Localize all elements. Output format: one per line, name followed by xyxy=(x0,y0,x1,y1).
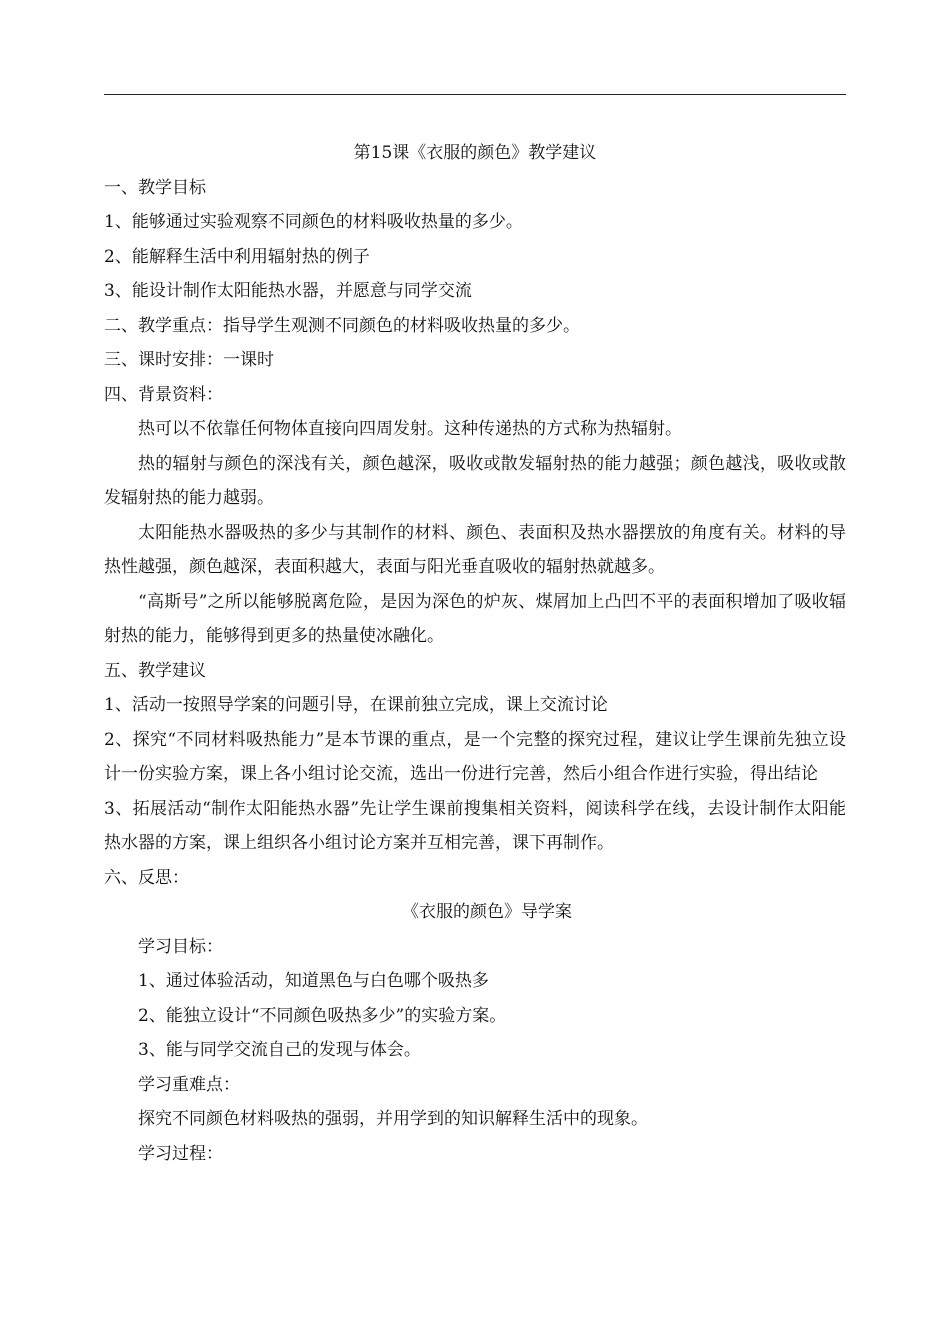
objective-item: 3、能设计制作太阳能热水器，并愿意与同学交流 xyxy=(104,281,472,301)
background-paragraph: 热的辐射与颜色的深浅有关，颜色越深，吸收或散发辐射热的能力越强；颜色越浅，吸收或散发辐射热的能力越弱。 xyxy=(104,453,846,508)
background-paragraph: 热可以不依靠任何物体直接向四周发射。这种传递热的方式称为热辐射。 xyxy=(138,419,682,439)
section-heading-objectives: 一、教学目标 xyxy=(104,177,206,198)
guide-objective-item: 2、能独立设计“不同颜色吸热多少”的实验方案。 xyxy=(138,1005,507,1026)
section-reflection: 六、反思： xyxy=(104,867,189,888)
document-title: 第15课《衣服的颜色》教学建议 xyxy=(353,143,597,163)
background-paragraph: “高斯号”之所以能够脱离危险，是因为深色的炉灰、煤屑加上凸凹不平的表面积增加了吸收辐射热的能力，能够得到更多的热量使冰融化。 xyxy=(104,591,846,646)
section-key-points: 二、教学重点：指导学生观测不同颜色的材料吸收热量的多少。 xyxy=(104,315,580,336)
suggestion-item: 1、活动一按照导学案的问题引导，在课前独立完成，课上交流讨论 xyxy=(104,695,608,715)
guide-objective-item: 1、通过体验活动，知道黑色与白色哪个吸热多 xyxy=(138,971,489,991)
objective-item: 1、能够通过实验观察不同颜色的材料吸收热量的多少。 xyxy=(104,212,523,232)
guide-title: 《衣服的颜色》导学案 xyxy=(402,902,572,922)
document-body xyxy=(104,136,846,1171)
guide-key-text: 探究不同颜色材料吸热的强弱，并用学到的知识解释生活中的现象。 xyxy=(138,1109,648,1129)
section-heading-suggestions: 五、教学建议 xyxy=(104,660,206,681)
suggestion-item: 3、拓展活动“制作太阳能热水器”先让学生课前搜集相关资料，阅读科学在线，去设计制作太阳能热水器的方案，课上组织各小组讨论方案并互相完善，课下再制作。 xyxy=(104,798,846,853)
guide-process-heading: 学习过程： xyxy=(138,1143,223,1164)
header-rule xyxy=(104,94,846,95)
guide-objective-item: 3、能与同学交流自己的发现与体会。 xyxy=(138,1040,421,1060)
guide-key-heading: 学习重难点： xyxy=(138,1074,240,1095)
section-heading-background: 四、背景资料： xyxy=(104,384,223,405)
section-schedule: 三、课时安排：一课时 xyxy=(104,350,274,370)
suggestion-item: 2、探究“不同材料吸热能力”是本节课的重点，是一个完整的探究过程，建议让学生课前先独立设计一份实验方案，课上各小组讨论交流，选出一份进行完善，然后小组合作进行实验，得出结论 xyxy=(104,729,846,784)
background-paragraph: 太阳能热水器吸热的多少与其制作的材料、颜色、表面积及热水器摆放的角度有关。材料的导热性越强，颜色越深，表面积越大，表面与阳光垂直吸收的辐射热就越多。 xyxy=(104,522,846,577)
objective-item: 2、能解释生活中利用辐射热的例子 xyxy=(104,246,370,267)
guide-objectives-heading: 学习目标： xyxy=(138,936,223,957)
